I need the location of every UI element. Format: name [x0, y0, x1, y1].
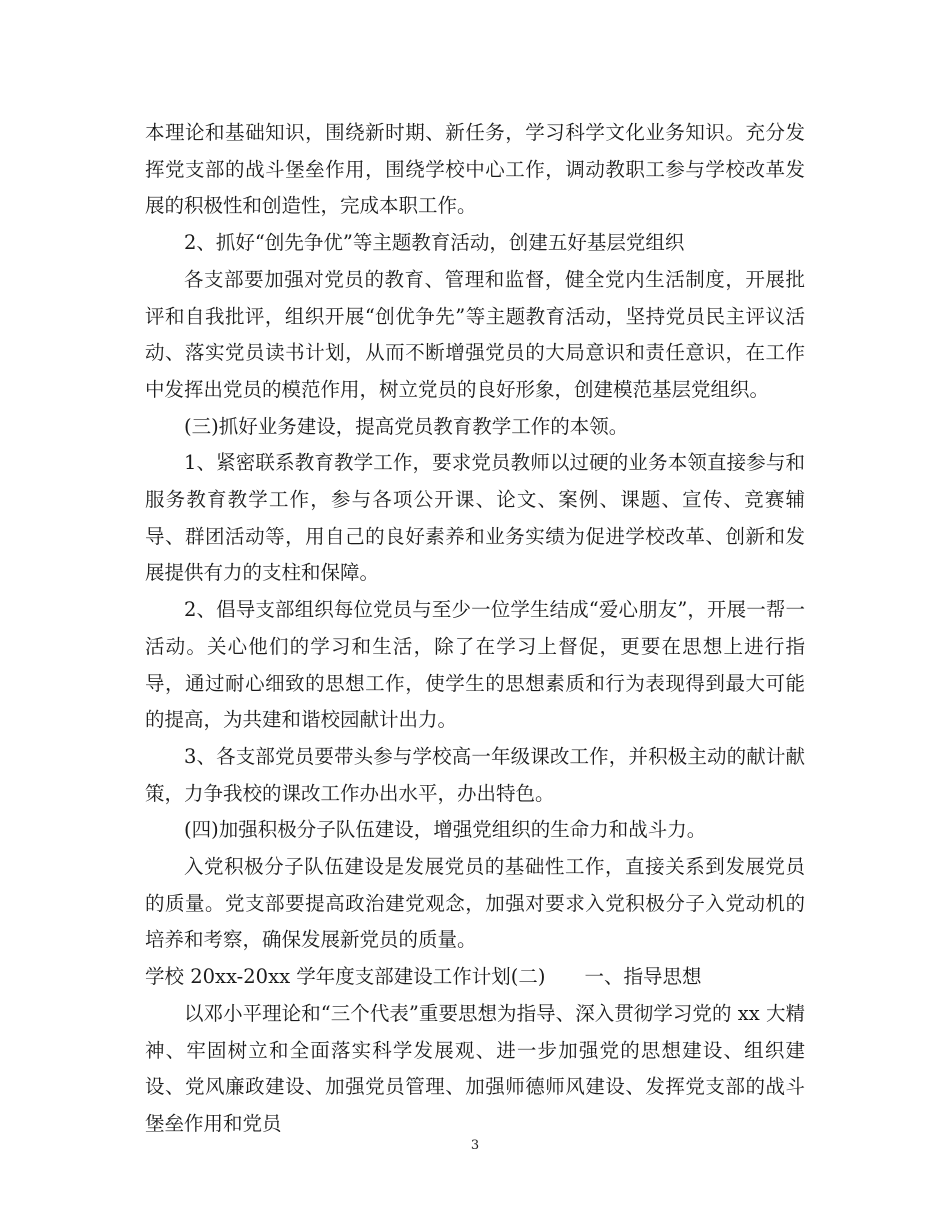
- paragraph-item-2: 2、倡导支部组织每位党员与至少一位学生结成“爱心朋友”，开展一帮一活动。关心他们的学习和生活，除了在学习上督促，更要在思想上进行指导，通过耐心细致的思想工作，使学生的思想素质和行为表现得到最大可能的提高，为共建和谐校园献计出力。: [145, 598, 805, 732]
- paragraph-plan-title: 学校 20xx-20xx 学年度支部建设工作计划(二) 一、指导思想: [145, 965, 702, 989]
- paragraph-item-1: 1、紧密联系教育教学工作，要求党员教师以过硬的业务本领直接参与和服务教育教学工作，参与各项公开课、论文、案例、课题、宣传、竞赛辅导、群团活动等，用自己的良好素养和业务实绩为促进学校改革、创新和发展提供有力的支柱和保障。: [145, 451, 805, 585]
- paragraph-section-heading-3: (三)抓好业务建设，提高党员教育教学工作的本领。: [184, 414, 629, 438]
- paragraph-body: 各支部要加强对党员的教育、管理和监督，健全党内生活制度，开展批评和自我批评，组织开展“创优争先”等主题教育活动，坚持党员民主评议活动、落实党员读书计划，从而不断增强党员的大局意识和责任意识，在工作中发挥出党员的模范作用，树立党员的良好形象，创建模范基层党组织。: [145, 267, 805, 401]
- paragraph-body: 入党积极分子队伍建设是发展党员的基础性工作，直接关系到发展党员的质量。党支部要提高政治建党观念，加强对要求入党积极分子入党动机的培养和考察，确保发展新党员的质量。: [145, 855, 805, 952]
- paragraph-heading-item-2: 2、抓好“创先争优”等主题教育活动，创建五好基层党组织: [184, 231, 685, 255]
- paragraph-section-heading-4: (四)加强积极分子队伍建设，增强党组织的生命力和战斗力。: [184, 818, 707, 842]
- paragraph-guiding-thought: 以邓小平理论和“三个代表”重要思想为指导、深入贯彻学习党的 xx 大精神、牢固树立和全面落实科学发展观、进一步加强党的思想建设、组织建设、党风廉政建设、加强党员管理、加强师德师风建设、发挥党支部的战斗堡垒作用和党员: [145, 1001, 805, 1135]
- paragraph-continuation: 本理论和基础知识，围绕新时期、新任务，学习科学文化业务知识。充分发挥党支部的战斗堡垒作用，围绕学校中心工作，调动教职工参与学校改革发展的积极性和创造性，完成本职工作。: [145, 121, 805, 218]
- paragraph-item-3: 3、各支部党员要带头参与学校高一年级课改工作，并积极主动的献计献策，力争我校的课改工作办出水平，办出特色。: [145, 744, 805, 805]
- document-body: [145, 115, 805, 1143]
- page-number: 3: [470, 1138, 480, 1153]
